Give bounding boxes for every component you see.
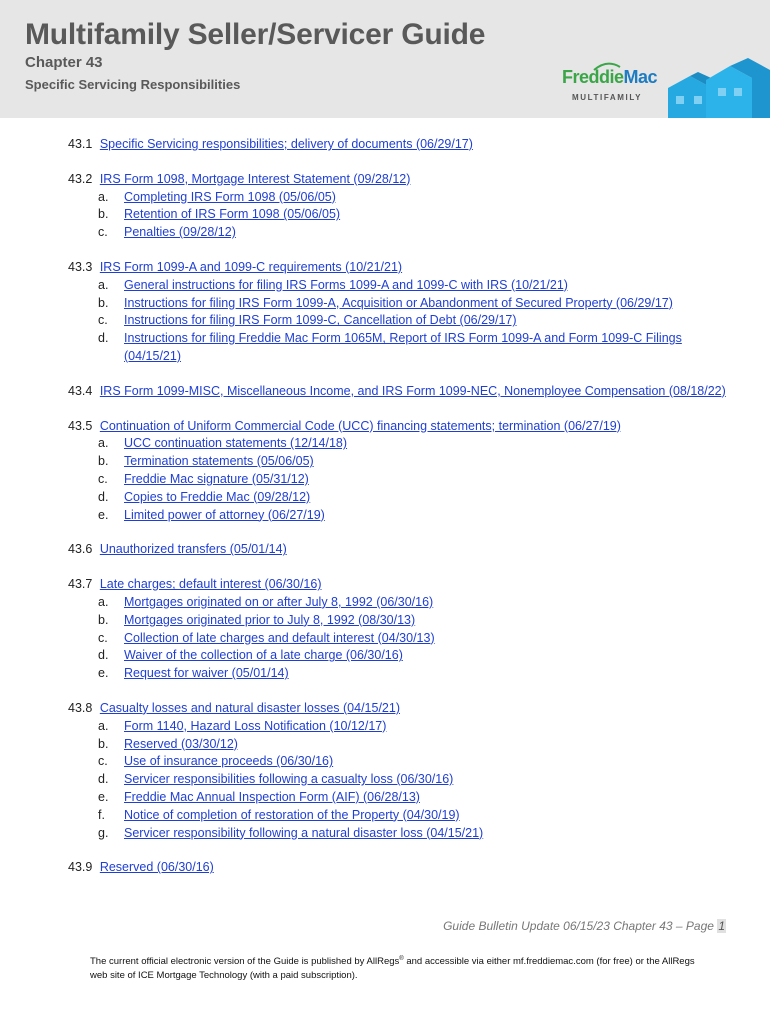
- subsection-letter: d.: [98, 648, 109, 663]
- toc-section: [68, 171, 728, 242]
- subsection-list: [68, 718, 728, 843]
- subsection-item: [98, 665, 728, 683]
- subsection-item: [98, 736, 728, 754]
- subsection-item: [98, 630, 728, 648]
- subsection-link[interactable]: Instructions for filing Freddie Mac Form 1065M, Report of IRS Form 1099-A and Form 1099-C Filings (04/15/21): [124, 331, 682, 363]
- section-link[interactable]: IRS Form 1099-MISC, Miscellaneous Income, and IRS Form 1099-NEC, Nonemployee Compensation (08/18/22): [99, 383, 726, 398]
- buildings-graphic-icon: [668, 58, 770, 118]
- subsection-item: [98, 825, 728, 843]
- subsection-letter: a.: [98, 594, 109, 609]
- section-number: 43.6: [68, 542, 93, 557]
- section-number: 43.3: [68, 259, 93, 274]
- subsection-letter: e.: [98, 789, 109, 804]
- freddie-mac-logo: [562, 67, 662, 107]
- subsection-letter: d.: [98, 489, 109, 504]
- subsection-link[interactable]: UCC continuation statements (12/14/18): [124, 436, 348, 451]
- subsection-link[interactable]: Reserved (03/30/12): [124, 736, 238, 751]
- subsection-link[interactable]: Servicer responsibilities following a casualty loss (06/30/16): [124, 772, 454, 787]
- subsection-letter: b.: [98, 736, 109, 751]
- subsection-item: [98, 435, 728, 453]
- subsection-letter: a.: [98, 189, 109, 204]
- section-number: 43.2: [68, 171, 93, 186]
- subsection-letter: a.: [98, 277, 109, 292]
- subsection-link[interactable]: Limited power of attorney (06/27/19): [124, 507, 325, 522]
- subsection-letter: b.: [98, 207, 109, 222]
- subsection-letter: a.: [98, 436, 109, 451]
- subsection-item: [98, 612, 728, 630]
- subsection-letter: e.: [98, 666, 109, 681]
- bulletin-footer: [428, 919, 726, 933]
- subsection-link[interactable]: Instructions for filing IRS Form 1099-C, Cancellation of Debt (06/29/17): [124, 313, 517, 328]
- legal-notice: [90, 952, 700, 983]
- subsection-link[interactable]: General instructions for filing IRS Forms 1099-A and 1099-C with IRS (10/21/21): [124, 277, 568, 292]
- subsection-item: [98, 189, 728, 207]
- table-of-contents: [68, 136, 728, 894]
- subsection-letter: b.: [98, 295, 109, 310]
- legal-text-1: The current official electronic version of the Guide is published by AllRegs: [90, 956, 400, 968]
- subsection-link[interactable]: Use of insurance proceeds (06/30/16): [124, 754, 334, 769]
- section-number: 43.9: [68, 860, 93, 875]
- section-link[interactable]: Specific Servicing responsibilities; delivery of documents (06/29/17): [99, 137, 473, 151]
- subsection-link[interactable]: Servicer responsibility following a natural disaster loss (04/15/21): [124, 825, 484, 840]
- section-link[interactable]: Unauthorized transfers (05/01/14): [99, 542, 287, 557]
- subsection-item: [98, 453, 728, 471]
- section-number: 43.5: [68, 418, 93, 433]
- subsection-link[interactable]: Freddie Mac Annual Inspection Form (AIF) (06/28/13): [124, 789, 420, 804]
- toc-section: [68, 541, 728, 559]
- subsection-letter: g.: [98, 825, 109, 840]
- subsection-list: [68, 594, 728, 683]
- section-link[interactable]: Casualty losses and natural disaster losses (04/15/21): [99, 700, 400, 715]
- section-link[interactable]: Late charges; default interest (06/30/16): [99, 577, 322, 592]
- bulletin-text: Guide Bulletin Update 06/15/23 Chapter 43 – Page: [443, 919, 714, 933]
- section-heading: [68, 259, 728, 277]
- chapter-subtitle: Specific Servicing Responsibilities: [25, 77, 241, 92]
- toc-section: [68, 859, 728, 877]
- subsection-item: [98, 807, 728, 825]
- subsection-item: [98, 295, 728, 313]
- toc-section: [68, 136, 728, 154]
- toc-section: [68, 383, 728, 401]
- subsection-letter: c.: [98, 225, 108, 240]
- subsection-letter: f.: [98, 807, 105, 822]
- toc-section: [68, 259, 728, 366]
- subsection-letter: c.: [98, 754, 108, 769]
- subsection-item: [98, 330, 728, 366]
- subsection-link[interactable]: Penalties (09/28/12): [124, 225, 236, 240]
- guide-title: Multifamily Seller/Servicer Guide: [25, 18, 486, 51]
- subsection-link[interactable]: Mortgages originated prior to July 8, 1992 (08/30/13): [124, 612, 416, 627]
- section-link[interactable]: IRS Form 1098, Mortgage Interest Statement (09/28/12): [99, 171, 411, 186]
- subsection-item: [98, 471, 728, 489]
- subsection-item: [98, 647, 728, 665]
- section-heading: [68, 859, 728, 877]
- subsection-list: [68, 189, 728, 242]
- toc-section: [68, 418, 728, 525]
- subsection-letter: c.: [98, 630, 108, 645]
- subsection-item: [98, 789, 728, 807]
- section-heading: [68, 171, 728, 189]
- subsection-item: [98, 771, 728, 789]
- section-heading: [68, 418, 728, 436]
- section-link[interactable]: IRS Form 1099-A and 1099-C requirements (10/21/21): [99, 259, 403, 274]
- subsection-letter: b.: [98, 612, 109, 627]
- subsection-link[interactable]: Retention of IRS Form 1098 (05/06/05): [124, 207, 341, 222]
- subsection-item: [98, 312, 728, 330]
- chapter-label: Chapter 43: [25, 54, 103, 71]
- registered-mark: ®: [399, 956, 404, 962]
- subsection-link[interactable]: Waiver of the collection of a late charge (06/30/16): [124, 648, 403, 663]
- subsection-link[interactable]: Completing IRS Form 1098 (05/06/05): [124, 189, 336, 204]
- subsection-link[interactable]: Freddie Mac signature (05/31/12): [124, 471, 309, 486]
- subsection-item: [98, 206, 728, 224]
- subsection-link[interactable]: Instructions for filing IRS Form 1099-A, Acquisition or Abandonment of Secured Property (06/29/17): [124, 295, 673, 310]
- subsection-list: [68, 277, 728, 366]
- section-number: 43.1: [68, 137, 93, 151]
- subsection-letter: c.: [98, 313, 108, 328]
- logo-division-text: MULTIFAMILY: [572, 93, 643, 102]
- toc-section: [68, 700, 728, 842]
- subsection-item: [98, 224, 728, 242]
- subsection-link[interactable]: Mortgages originated on or after July 8, 1992 (06/30/16): [124, 594, 434, 609]
- subsection-item: [98, 594, 728, 612]
- subsection-letter: d.: [98, 772, 109, 787]
- subsection-letter: c.: [98, 471, 108, 486]
- section-link[interactable]: Reserved (06/30/16): [99, 860, 214, 875]
- section-heading: [68, 383, 728, 401]
- page-header: [0, 0, 770, 118]
- section-heading: [68, 700, 728, 718]
- subsection-item: [98, 753, 728, 771]
- logo-mac-text: Mac: [623, 67, 658, 87]
- section-number: 43.4: [68, 383, 93, 398]
- subsection-item: [98, 277, 728, 295]
- subsection-item: [98, 507, 728, 525]
- subsection-letter: b.: [98, 454, 109, 469]
- subsection-link[interactable]: Termination statements (05/06/05): [124, 454, 314, 469]
- subsection-letter: e.: [98, 507, 109, 522]
- subsection-list: [68, 435, 728, 524]
- subsection-letter: d.: [98, 331, 109, 346]
- section-heading: [68, 541, 728, 559]
- legal-text-2: and accessible via either mf.freddiemac.com (for free) or the AllRegs web site of ICE Mortgage Technology (with a paid subscription).: [90, 956, 695, 982]
- section-heading: [68, 136, 728, 154]
- subsection-link[interactable]: Collection of late charges and default interest (04/30/13): [124, 630, 435, 645]
- subsection-link[interactable]: Form 1140, Hazard Loss Notification (10/12/17): [124, 718, 387, 733]
- subsection-link[interactable]: Request for waiver (05/01/14): [124, 666, 289, 681]
- subsection-item: [98, 718, 728, 736]
- section-link[interactable]: Continuation of Uniform Commercial Code (UCC) financing statements; termination (06/27/19): [99, 418, 621, 433]
- subsection-link[interactable]: Copies to Freddie Mac (09/28/12): [124, 489, 311, 504]
- subsection-letter: a.: [98, 718, 109, 733]
- logo-freddie-text: Freddie: [562, 67, 624, 87]
- section-number: 43.8: [68, 700, 93, 715]
- toc-section: [68, 576, 728, 683]
- page-number: 1: [718, 919, 725, 933]
- section-number: 43.7: [68, 577, 93, 592]
- subsection-link[interactable]: Notice of completion of restoration of the Property (04/30/19): [124, 807, 460, 822]
- section-heading: [68, 576, 728, 594]
- subsection-item: [98, 489, 728, 507]
